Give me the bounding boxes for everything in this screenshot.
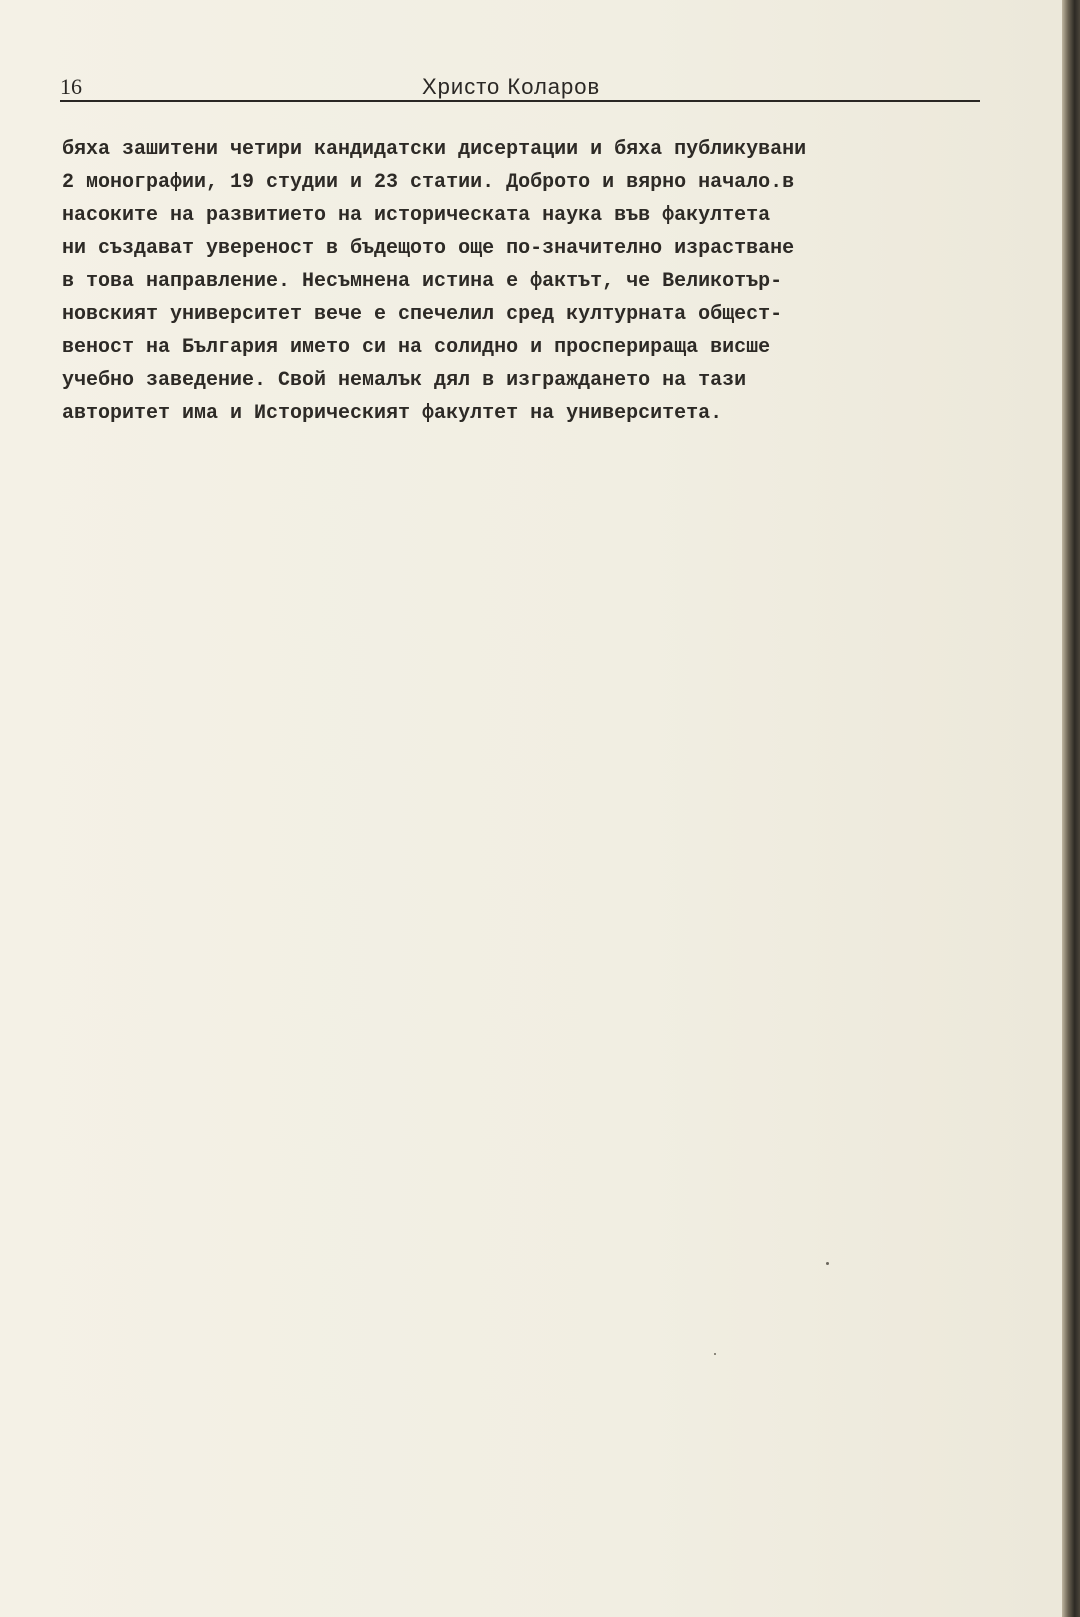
text-line: учебно заведение. Свой немалък дял в изграждането на тази xyxy=(62,369,747,392)
text-line: ни създават увереност в бъдещото още по-значително израстване xyxy=(62,237,795,260)
paper-speck xyxy=(714,1353,716,1355)
binding-edge xyxy=(1062,0,1080,1617)
text-line: авторитет има и Историческият факултет на университета. xyxy=(62,402,723,425)
text-line: насоките на развитието на историческата наука във факултета xyxy=(62,204,771,227)
body-paragraph xyxy=(62,133,1002,430)
running-head: Христо Коларов xyxy=(422,74,601,99)
text-line: новският университет вече е спечелил сред културната общест- xyxy=(62,303,783,326)
page-number: 16 xyxy=(60,74,82,99)
text-line: веност на България името си на солидно и просперираща висше xyxy=(62,336,771,359)
page-header xyxy=(60,70,980,102)
text-line: 2 монографии, 19 студии и 23 статии. Доброто и вярно начало.в xyxy=(62,171,795,194)
paper-speck xyxy=(826,1262,829,1265)
text-line: в това направление. Несъмнена истина е фактът, че Великотър- xyxy=(62,270,783,293)
header-rule xyxy=(60,100,980,102)
text-line: бяха зашитени четири кандидатски дисертации и бяха публикувани xyxy=(62,138,807,161)
